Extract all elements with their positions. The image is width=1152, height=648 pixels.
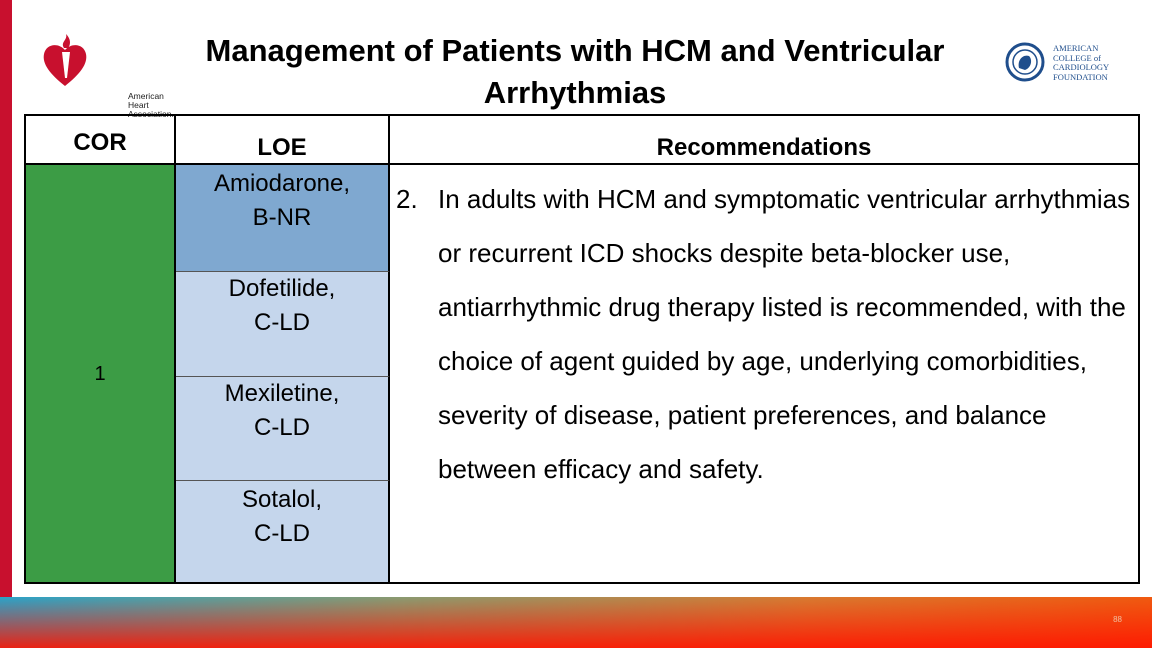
recommendation-table (24, 114, 1140, 584)
loe-level: C-LD (253, 309, 310, 336)
page-number: 88 (1113, 615, 1122, 624)
recommendation-body: In adults with HCM and symptomatic ventricular arrhythmias or recurrent ICD shocks despite beta-blocker use, antiarrhythmic drug therapy listed is recommended, with the choice of agent guided by age, underlying comorbidities, severity of disease, patient preferences, and balance between efficacy and safety. (438, 184, 1131, 484)
loe-level: C-LD (253, 520, 310, 547)
loe-cell-sotalol (176, 480, 390, 582)
slide-title: Management of Patients with HCM and Ventricular Arrhythmias (205, 33, 945, 110)
recommendation-number: 2. (396, 184, 418, 214)
aha-logo: American Heart Association. (40, 34, 140, 90)
loe-level: C-LD (253, 414, 310, 441)
drug-name: Sotalol, (241, 486, 323, 513)
cor-cell: 1 (26, 165, 176, 582)
header-recommendations: Recommendations (656, 133, 872, 161)
loe-cell-dofetilide (176, 271, 390, 376)
loe-cell-amiodarone (176, 165, 390, 271)
drug-name: Amiodarone, (213, 170, 351, 197)
header-cor: COR (26, 116, 176, 165)
acc-logo: AMERICAN COLLEGE of CARDIOLOGY FOUNDATION (1005, 42, 1150, 84)
header-loe: LOE (176, 116, 390, 165)
loe-cell-mexiletine (176, 376, 390, 480)
accent-bar (0, 0, 12, 597)
drug-name: Mexiletine, (224, 380, 340, 407)
loe-level: B-NR (252, 204, 312, 231)
footer-gradient-bar (0, 597, 1152, 648)
heart-torch-icon (40, 34, 90, 90)
drug-name: Dofetilide, (228, 275, 336, 302)
acc-seal-icon (1005, 42, 1045, 82)
recommendation-text (396, 172, 1136, 496)
